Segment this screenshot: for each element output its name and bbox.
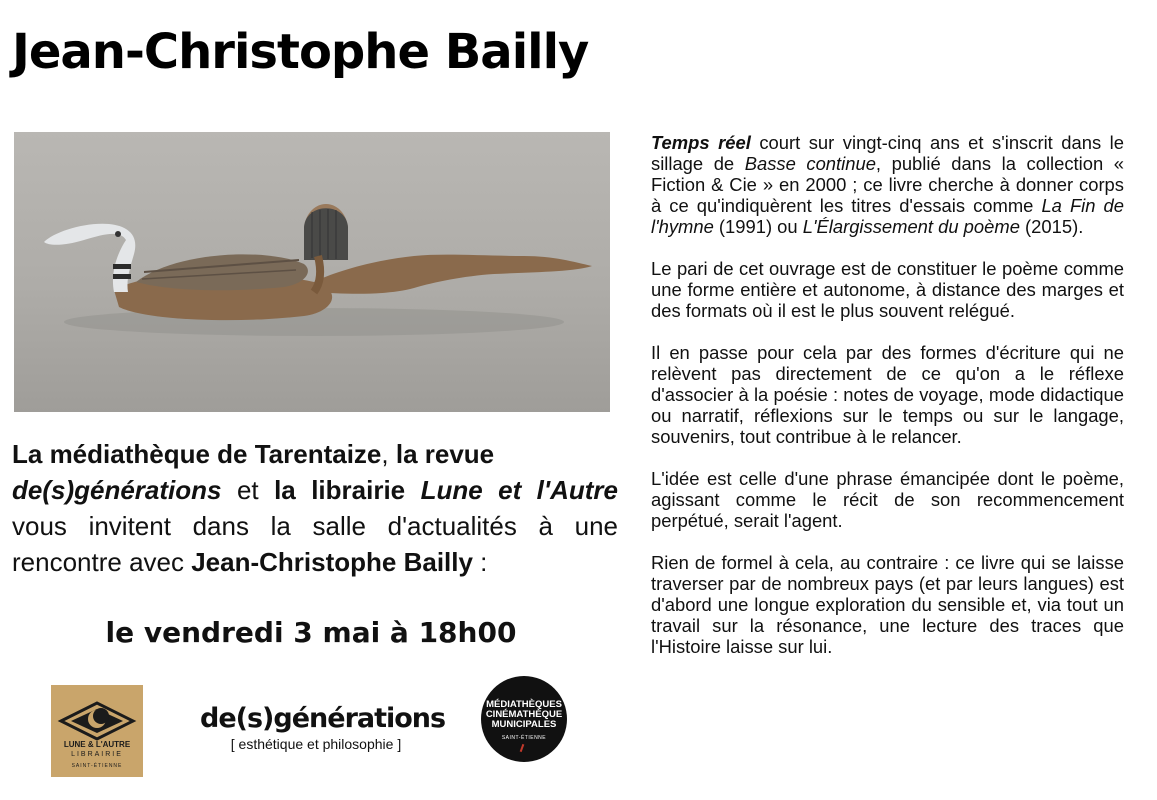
red-slash-mark	[520, 744, 525, 752]
invitation-end: :	[472, 547, 488, 577]
lune-et-lautre-logo	[51, 685, 143, 777]
article-paragraph-4: L'idée est celle d'une phrase émancipée dont le poème, agissant comme le récit de son recommencement perpétué, serait l'agent.	[651, 468, 1124, 531]
p1-text-c: (1991) ou	[713, 216, 803, 237]
p1-text-a: court sur vingt-cinq ans et s'inscrit dans le sillage de	[651, 132, 1124, 174]
invitation-la-revue: la revue	[395, 439, 495, 469]
mediatheques-logo-line2: CINÉMATHÈQUE	[485, 709, 563, 720]
mediatheques-logo-line3: MUNICIPALES	[491, 719, 557, 730]
essay2-title: L'Élargissement du poème	[802, 216, 1020, 237]
p1-text-d: (2015).	[1019, 216, 1084, 237]
lune-logo-line3: SAINT-ÉTIENNE	[71, 763, 123, 769]
invitation-text	[12, 436, 618, 580]
prev-book-title: Basse continue	[744, 153, 876, 174]
desgenerations-logo-tagline: [ esthétique et philosophie ]	[230, 736, 402, 752]
artifact-photo	[14, 132, 610, 412]
mediatheques-logo	[481, 676, 567, 762]
desgenerations-logo-name: de(s)générations	[200, 703, 446, 734]
article-paragraph-3: Il en passe pour cela par des formes d'écriture qui ne relèvent pas directement de ce qu'on a le réflexe d'associer à la poésie : notes de voyage, mode didactique ou narratif, réflexions sur le temps ou sur le langage, souvenirs, tout contribue à le relancer.	[651, 342, 1124, 447]
event-date: le vendredi 3 mai à 18h00	[105, 616, 517, 649]
swimmer-duck-artifact-illustration	[14, 132, 610, 412]
desgenerations-logo	[200, 703, 446, 752]
p1-text-b: , publié dans la collection « Fiction & Cie » en 2000 ; ce livre cherche à donner corps à ce qu'indiquèrent les titres d'essais comme	[651, 153, 1124, 216]
invitation-librairie-prefix: la librairie	[274, 475, 421, 505]
invitation-author: Jean-Christophe Bailly	[191, 547, 473, 577]
eye-moon-icon	[51, 691, 143, 743]
mediatheques-logo-line1: MÉDIATHÈQUES	[486, 699, 562, 710]
essay1-title: La Fin de l'hymne	[651, 195, 1124, 237]
lune-logo-line1: LUNE & L'AUTRE	[63, 740, 131, 749]
invitation-revue-name: de(s)générations	[12, 475, 222, 505]
article-paragraph-2: Le pari de cet ouvrage est de constituer le poème comme une forme entière et autonome, à distance des marges et des formats où il est le plus souvent relégué.	[651, 258, 1124, 321]
invitation-et: et	[221, 475, 275, 505]
mediatheques-logo-line4: SAINT-ÉTIENNE	[501, 735, 547, 741]
invitation-sep1: ,	[381, 439, 396, 469]
lune-logo-line2: LIBRAIRIE	[71, 751, 123, 758]
page-title: Jean-Christophe Bailly	[12, 24, 589, 80]
invitation-rest: vous invitent dans la salle d'actualités à une rencontre avec	[12, 511, 618, 577]
article-paragraph-5: Rien de formel à cela, au contraire : ce livre qui se laisse traverser par de nombreux pays (et par leurs langues) est d'abord une longue exploration du sensible et, via tout un travail sur la résonance, une lecture des traces que l'Histoire laisse sur lui.	[651, 552, 1124, 657]
article-column	[651, 132, 1124, 678]
invitation-org1: La médiathèque de Tarentaize	[12, 439, 382, 469]
invitation-librairie-name: Lune et l'Autre	[420, 475, 618, 505]
book-title: Temps réel	[651, 132, 751, 153]
article-paragraph-1	[651, 132, 1124, 237]
